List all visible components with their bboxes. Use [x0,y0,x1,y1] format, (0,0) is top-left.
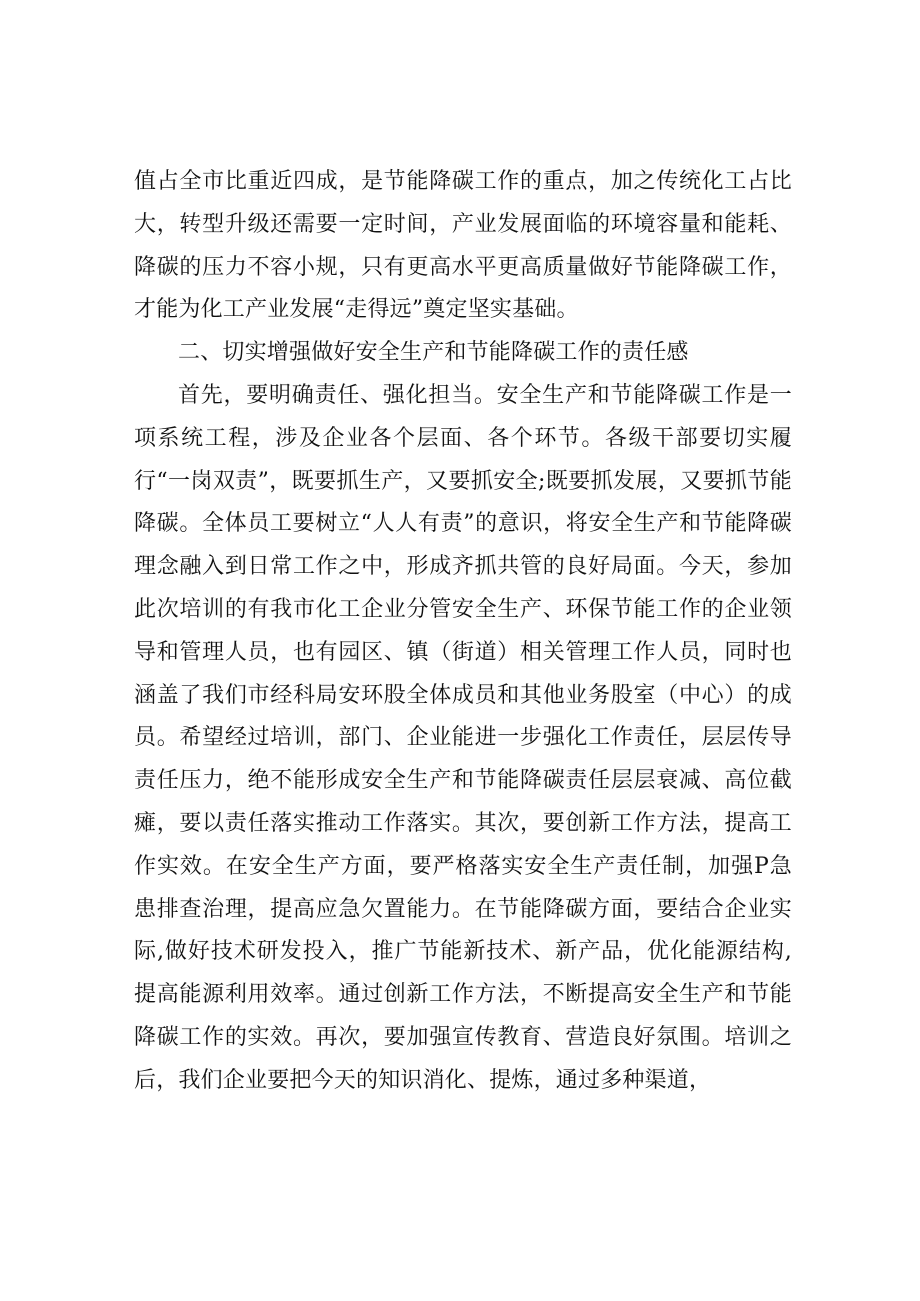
paragraph-body: 首先，要明确责任、强化担当。安全生产和节能降碳工作是一项系统工程，涉及企业各个层面、各个环节。各级干部要切实履行“一岗双责”，既要抓生产，又要抓安全;既要抓发展，又要抓节能降碳。全体员工要树立“人人有责”的意识，将安全生产和节能降碳理念融入到日常工作之中，形成齐抓共管的良好局面。今天，参加此次培训的有我市化工企业分管安全生产、环保节能工作的企业领导和管理人员，也有园区、镇（街道）相关管理工作人员，同时也涵盖了我们市经科局安环股全体成员和其他业务股室（中心）的成员。希望经过培训，部门、企业能进一步强化工作责任，层层传导责任压力，绝不能形成安全生产和节能降碳责任层层衰减、高位截瘫，要以责任落实推动工作落实。其次，要创新工作方法，提高工作实效。在安全生产方面，要严格落实安全生产责任制，加强P急患排查治理，提高应急欠置能力。在节能降碳方面，要结合企业实际,做好技术研发投入，推广节能新技术、新产品，优化能源结构,提高能源利用效率。通过创新工作方法，不断提高安全生产和节能降碳工作的实效。再次，要加强宣传教育、营造良好氛围。培训之后，我们企业要把今天的知识消化、提炼，通过多种渠道， [134,382,792,1093]
document-body [134,161,792,1103]
paragraph-continuation: 值占全市比重近四成，是节能降碳工作的重点，加之传统化工占比大，转型升级还需要一定时间，产业发展面临的环境容量和能耗、降碳的压力不容小规，只有更高水平更高质量做好节能降碳工作，才能为化工产业发展“走得远”奠定坚实基础。 [134,169,792,323]
section-heading: 二、切实增强做好安全生产和节能降碳工作的责任感 [178,340,689,366]
